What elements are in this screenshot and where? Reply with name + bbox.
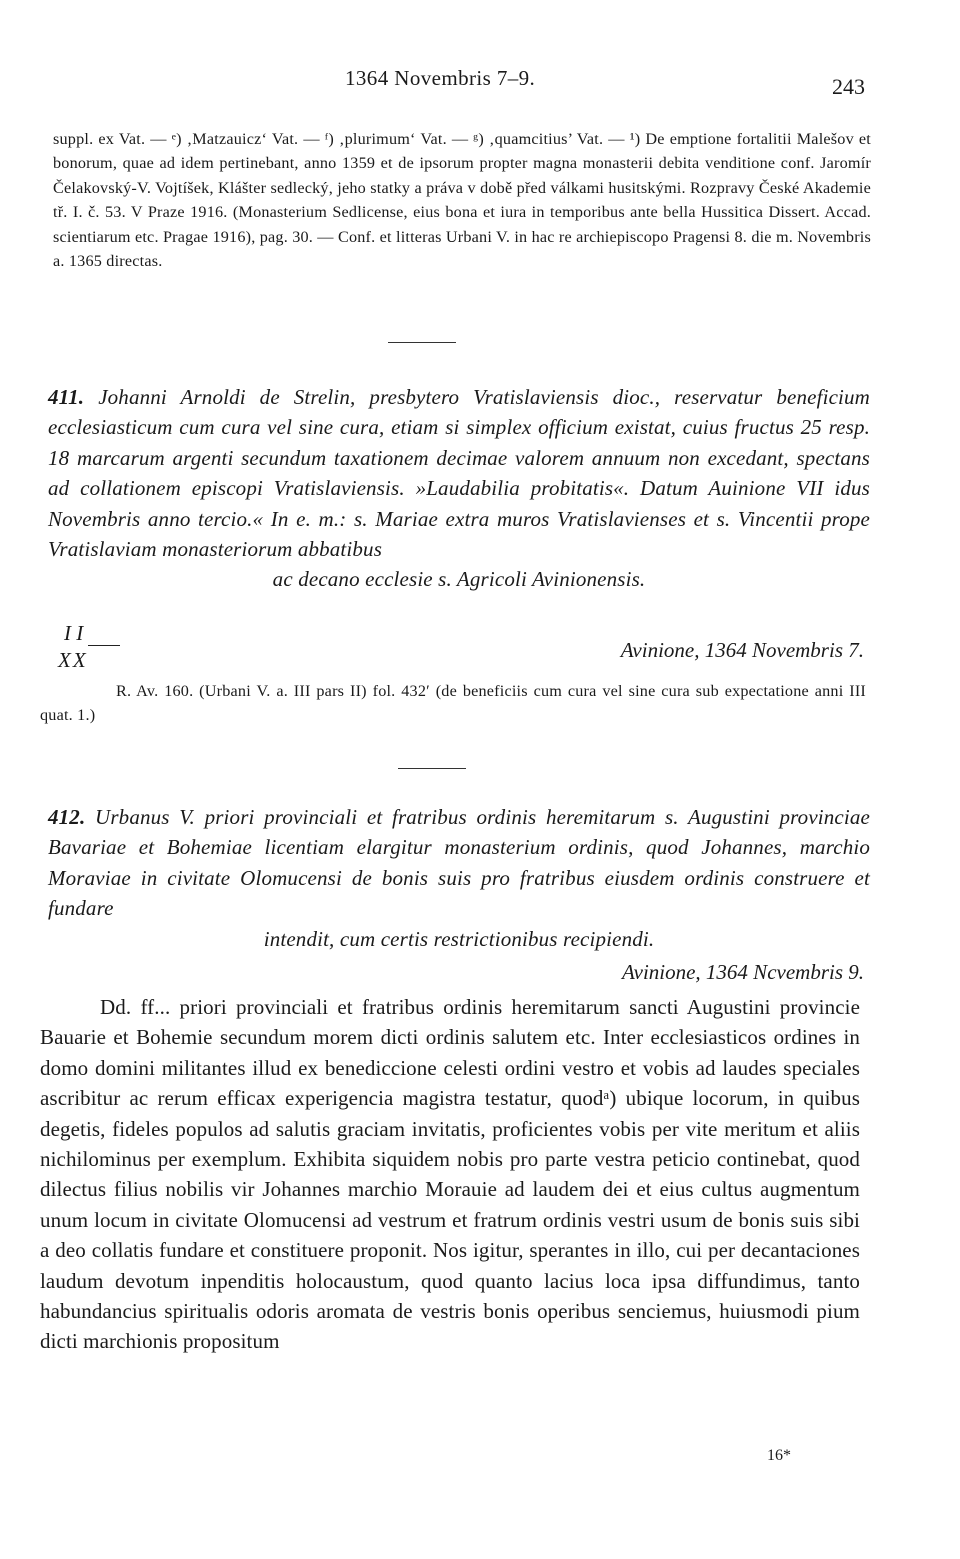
entry-411-source xyxy=(40,679,866,728)
folio-fraction xyxy=(58,621,122,677)
section-divider xyxy=(398,768,466,769)
entry-summary-last-line: intendit, cum certis restrictionibus recipiendi. xyxy=(263,926,655,951)
charter-text: Dd. ff... priori provinciali et fratribus ordinis heremitarum sancti Augustini provincie Bauarie et Bohemie secundum morem dicti ordinis salutem etc. Inter ecclesiasticos ordines in domo domini militantes illud ex benediccione celesti ordini vestro et vobis ad laudes speciales ascribitur ac rerum efficax experigencia magistra testatur, quodᵃ) ubique locorum, in quibus degetis, fideles populos ad salutis graciam invitatis, proficientes vobis per vite meritum et aliis nichilominus per exemplum. Exhibita siquidem nobis pro parte vestra peticio continebat, quod dilectus filius nobilis vir Johannes marchio Morauie ad laudem dei et eius cultus augmentum unum locum in civitate Olomucensi ad vestrum et fratrum ordinis vestri usum de bonis suis sibi a deo collatis fundare et constituere proponit. Nos igitur, sperantes in illo, cui per decantaciones laudum devotum inpenditis holocaustum, quod quanto lacius loca ipsa diffundimus, tanto habundancius spiritualis odoris aromata de vestris bonis operibus senciemus, huiusmodi pium dicti marchionis propositum xyxy=(40,995,860,1354)
entry-412-summary-body xyxy=(48,802,870,924)
fraction-bar xyxy=(88,645,120,646)
entry-411-summary xyxy=(48,382,870,595)
entry-411-dateline: Avinione, 1364 Novembris 7. xyxy=(620,638,864,662)
running-title: 1364 Novembris 7–9. xyxy=(345,66,536,90)
page-number: 243 xyxy=(832,74,865,99)
entry-412-dateline: Avinione, 1364 Ncvembris 9. xyxy=(621,960,864,984)
footnote-text: suppl. ex Vat. — ᵉ) ‚Matzauicz‘ Vat. — ᶠ) ‚plurimum‘ Vat. — ᵍ) ‚quamcitius’ Vat. — ¹) De emptione fortalitii Malešov et bonorum, quae ad idem pertinebant, anno 1359 et de ipsorum propter magna monasterii debita venditione conf. Jaromír Čelakovský-V. Vojtíšek, Klášter sedlecký, jeho statky a práva v době před válkami husitskými. Rozpravy České Akademie tř. I. č. 53. V Praze 1916. (Monasterium Sedlicense, eius bona et iura in temporibus ante bella Hussitica Dissert. Accad. scientiarum etc. Pragae 1916), pag. 30. — Conf. et litteras Urbani V. in hac re archiepiscopo Pragensi 8. die m. Novembris a. 1365 directas. xyxy=(53,130,871,271)
signature-mark: 16* xyxy=(767,1447,791,1464)
section-divider xyxy=(388,342,456,343)
entry-number: 412. xyxy=(48,805,86,829)
entry-summary-last-line: ac decano ecclesie s. Agricoli Avinionensis. xyxy=(272,567,646,592)
running-head xyxy=(0,66,960,99)
entry-412-text xyxy=(40,992,860,1357)
entry-number: 411. xyxy=(48,385,85,409)
fraction-denominator: XX xyxy=(58,648,88,672)
source-text: R. Av. 160. (Urbani V. a. III pars II) fol. 432′ (de beneficiis cum cura vel sine cura sub expectatione anni III quat. 1.) xyxy=(40,682,866,725)
footnotes xyxy=(53,127,871,273)
entry-summary-text: Urbanus V. priori provinciali et fratribus ordinis heremitarum s. Augustini provinciae Bavariae et Bohemiae licentiam elargitur monasterium ordinis, quod Johannes, marchio Moraviae in civitate Olomucensi de bonis suis pro fratribus eiusdem ordinis construere et fundare xyxy=(48,805,870,921)
entry-412-summary xyxy=(48,802,870,954)
entry-411-summary-body xyxy=(48,382,870,564)
fraction-numerator: I I xyxy=(64,621,84,645)
entry-summary-text: Johanni Arnoldi de Strelin, presbytero Vratislaviensis dioc., reservatur beneficium ecclesiasticum cum cura vel sine cura, etiam si simplex officium existat, cuius fructus 25 resp. 18 marcarum argenti secundum taxationem decimae valorem annuum non excedant, spectans ad collationem episcopi Vratislaviensis. »Laudabilia probitatis«. Datum Auinione VII idus Novembris anno tercio.« In e. m.: s. Mariae extra muros Vratislavienses et s. Vincentii prope Vratislaviam monasteriorum abbatibus xyxy=(48,385,870,562)
